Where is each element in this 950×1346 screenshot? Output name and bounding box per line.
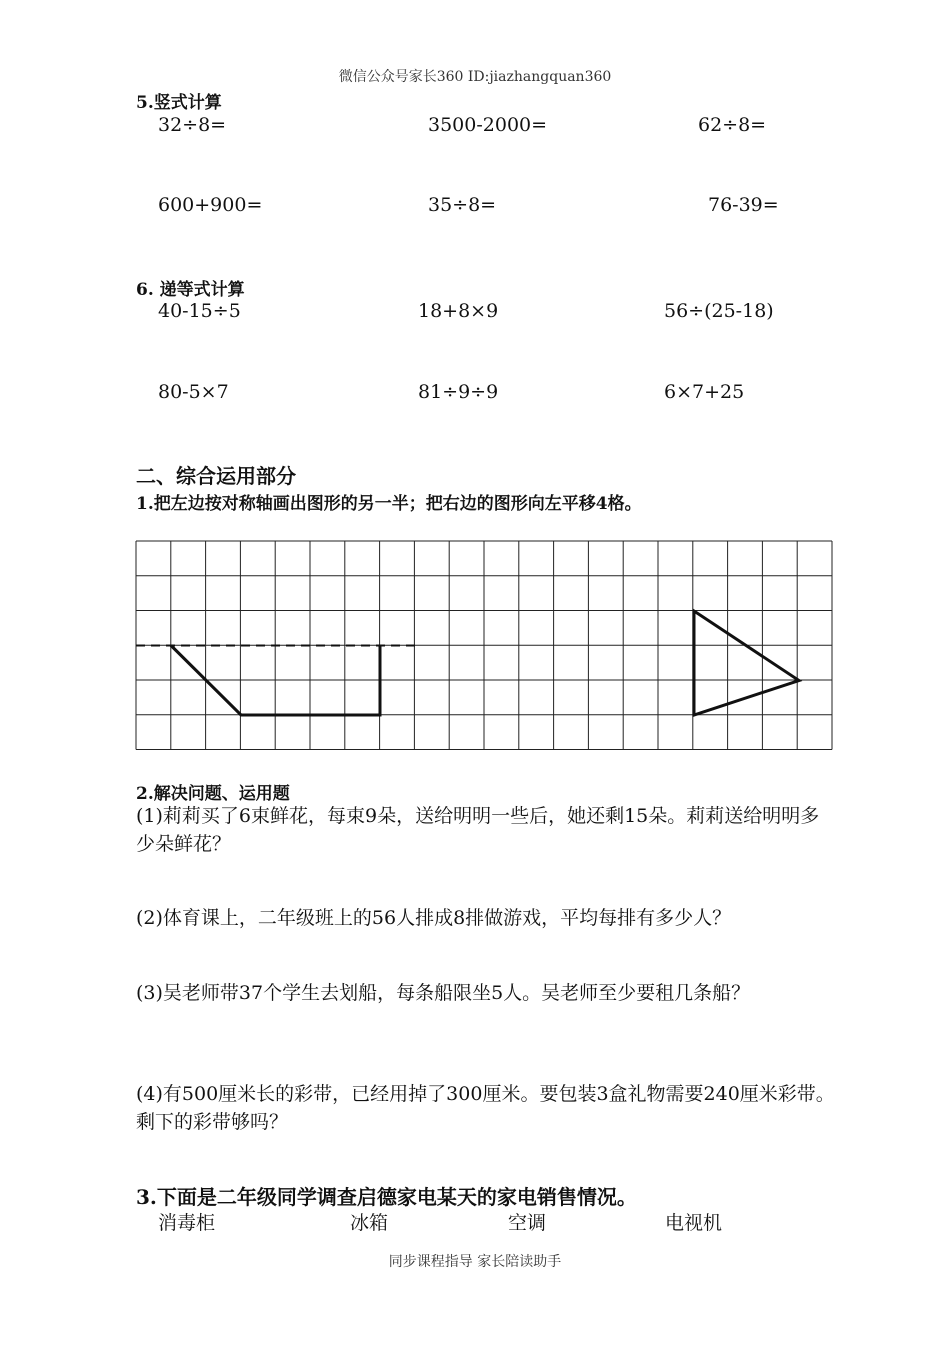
appliance-label-1: 消毒柜 (158, 1212, 216, 1234)
q5-expr-3: 62÷8= (698, 114, 767, 136)
page-footer: 同步课程指导 家长陪读助手 (388, 1254, 562, 1270)
q6-expr-5: 81÷9÷9 (418, 381, 499, 403)
q2-problem-2: (2)体育课上，二年级班上的56人排成8排做游戏，平均每排有多少人？ (136, 907, 732, 929)
q2-problem-3: (3)吴老师带37个学生去划船，每条船限坐5人。吴老师至少要租几条船？ (136, 982, 751, 1004)
q5-title: 5.竖式计算 (136, 93, 222, 113)
q2-problem-1: (1)莉莉买了6束鲜花，每束9朵，送给明明一些后，她还剩15朵。莉莉送给明明多少朵鲜花？ (136, 805, 820, 855)
q5-expr-2: 3500-2000= (428, 114, 548, 136)
appliance-label-2: 冰箱 (350, 1212, 389, 1234)
appliance-label-4: 电视机 (665, 1212, 723, 1234)
q2-problem-4: (4)有500厘米长的彩带，已经用掉了300厘米。要包装3盒礼物需要240厘米彩带。剩下的彩带够吗？ (136, 1083, 835, 1133)
q6-expr-4: 80-5×7 (158, 381, 229, 403)
q2-title: 2.解决问题、运用题 (136, 784, 290, 804)
part2-title: 二、综合运用部分 (136, 464, 296, 488)
right-triangle-shape (694, 611, 799, 715)
q5-expr-5: 35÷8= (428, 194, 497, 216)
q6-expr-2: 18+8×9 (418, 300, 499, 322)
q5-expr-1: 32÷8= (158, 114, 227, 136)
q5-expr-4: 600+900= (158, 194, 263, 216)
q3-title: 3.下面是二年级同学调查启德家电某天的家电销售情况。 (136, 1185, 637, 1209)
page-header: 微信公众号家长360 ID:jiazhangquan360 (338, 69, 612, 85)
q1-title: 1.把左边按对称轴画出图形的另一半；把右边的图形向左平移4格。 (136, 494, 642, 514)
q6-expr-3: 56÷(25-18) (664, 300, 774, 322)
appliance-label-3: 空调 (508, 1212, 547, 1234)
graph-grid (134, 538, 837, 752)
q6-expr-1: 40-15÷5 (158, 300, 241, 322)
q6-title: 6. 递等式计算 (136, 280, 245, 300)
q6-expr-6: 6×7+25 (664, 381, 745, 403)
q5-expr-6: 76-39= (708, 194, 779, 216)
